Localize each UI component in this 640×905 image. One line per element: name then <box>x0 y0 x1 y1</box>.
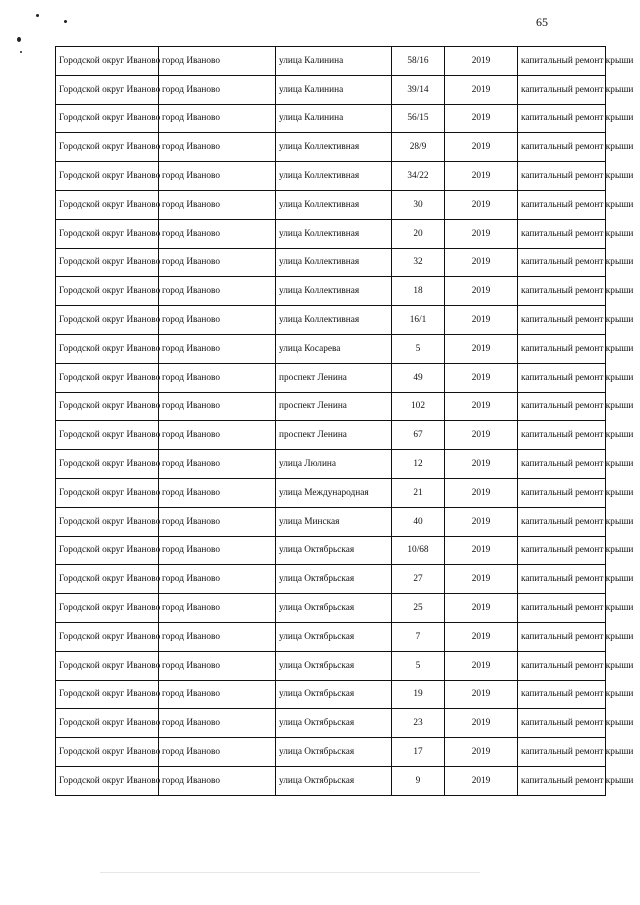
house-number-cell: 34/22 <box>392 162 445 191</box>
work-type-cell: капитальный ремонт крыши <box>518 622 606 651</box>
year-cell: 2019 <box>445 392 518 421</box>
work-type-cell: капитальный ремонт крыши <box>518 363 606 392</box>
table-row <box>56 507 606 536</box>
district-cell: Городской округ Иваново <box>56 478 159 507</box>
work-type-cell: капитальный ремонт крыши <box>518 104 606 133</box>
district-cell: Городской округ Иваново <box>56 334 159 363</box>
district-cell: Городской округ Иваново <box>56 104 159 133</box>
city-cell: город Иваново <box>159 478 276 507</box>
scan-speck <box>64 20 67 23</box>
city-cell: город Иваново <box>159 248 276 277</box>
scan-speck <box>17 37 21 42</box>
table-row <box>56 421 606 450</box>
house-number-cell: 102 <box>392 392 445 421</box>
street-cell: улица Коллективная <box>276 248 392 277</box>
city-cell: город Иваново <box>159 190 276 219</box>
work-type-cell: капитальный ремонт крыши <box>518 421 606 450</box>
work-type-cell: капитальный ремонт крыши <box>518 594 606 623</box>
year-cell: 2019 <box>445 651 518 680</box>
street-cell: улица Люлина <box>276 450 392 479</box>
district-cell: Городской округ Иваново <box>56 421 159 450</box>
street-cell: улица Коллективная <box>276 219 392 248</box>
table-row <box>56 565 606 594</box>
street-cell: улица Октябрьская <box>276 738 392 767</box>
district-cell: Городской округ Иваново <box>56 622 159 651</box>
city-cell: город Иваново <box>159 594 276 623</box>
year-cell: 2019 <box>445 104 518 133</box>
street-cell: улица Октябрьская <box>276 680 392 709</box>
district-cell: Городской округ Иваново <box>56 219 159 248</box>
street-cell: улица Калинина <box>276 104 392 133</box>
street-cell: улица Октябрьская <box>276 536 392 565</box>
year-cell: 2019 <box>445 248 518 277</box>
city-cell: город Иваново <box>159 75 276 104</box>
district-cell: Городской округ Иваново <box>56 766 159 795</box>
table-row <box>56 622 606 651</box>
year-cell: 2019 <box>445 277 518 306</box>
district-cell: Городской округ Иваново <box>56 565 159 594</box>
city-cell: город Иваново <box>159 47 276 76</box>
table-row <box>56 709 606 738</box>
city-cell: город Иваново <box>159 536 276 565</box>
year-cell: 2019 <box>445 507 518 536</box>
year-cell: 2019 <box>445 219 518 248</box>
street-cell: проспект Ленина <box>276 392 392 421</box>
district-cell: Городской округ Иваново <box>56 507 159 536</box>
work-type-cell: капитальный ремонт крыши <box>518 680 606 709</box>
table-row <box>56 392 606 421</box>
street-cell: улица Минская <box>276 507 392 536</box>
house-number-cell: 49 <box>392 363 445 392</box>
table-row <box>56 478 606 507</box>
house-number-cell: 16/1 <box>392 306 445 335</box>
table-row <box>56 651 606 680</box>
house-number-cell: 40 <box>392 507 445 536</box>
table-row <box>56 536 606 565</box>
table-row <box>56 133 606 162</box>
table-row <box>56 104 606 133</box>
house-number-cell: 56/15 <box>392 104 445 133</box>
street-cell: улица Октябрьская <box>276 766 392 795</box>
work-type-cell: капитальный ремонт крыши <box>518 219 606 248</box>
city-cell: город Иваново <box>159 162 276 191</box>
house-number-cell: 30 <box>392 190 445 219</box>
district-cell: Городской округ Иваново <box>56 162 159 191</box>
district-cell: Городской округ Иваново <box>56 536 159 565</box>
street-cell: улица Коллективная <box>276 162 392 191</box>
city-cell: город Иваново <box>159 363 276 392</box>
district-cell: Городской округ Иваново <box>56 47 159 76</box>
year-cell: 2019 <box>445 306 518 335</box>
district-cell: Городской округ Иваново <box>56 709 159 738</box>
year-cell: 2019 <box>445 190 518 219</box>
district-cell: Городской округ Иваново <box>56 392 159 421</box>
year-cell: 2019 <box>445 594 518 623</box>
table-row <box>56 738 606 767</box>
street-cell: улица Коллективная <box>276 190 392 219</box>
district-cell: Городской округ Иваново <box>56 75 159 104</box>
register-table-body <box>56 47 634 796</box>
table-row <box>56 190 606 219</box>
year-cell: 2019 <box>445 421 518 450</box>
city-cell: город Иваново <box>159 709 276 738</box>
district-cell: Городской округ Иваново <box>56 277 159 306</box>
year-cell: 2019 <box>445 766 518 795</box>
city-cell: город Иваново <box>159 565 276 594</box>
work-type-cell: капитальный ремонт крыши <box>518 277 606 306</box>
work-type-cell: капитальный ремонт крыши <box>518 478 606 507</box>
street-cell: улица Октябрьская <box>276 622 392 651</box>
scan-footer-line <box>100 872 480 873</box>
city-cell: город Иваново <box>159 507 276 536</box>
work-type-cell: капитальный ремонт крыши <box>518 162 606 191</box>
year-cell: 2019 <box>445 622 518 651</box>
house-number-cell: 39/14 <box>392 75 445 104</box>
house-number-cell: 27 <box>392 565 445 594</box>
city-cell: город Иваново <box>159 219 276 248</box>
street-cell: улица Косарева <box>276 334 392 363</box>
street-cell: улица Калинина <box>276 47 392 76</box>
street-cell: улица Калинина <box>276 75 392 104</box>
work-type-cell: капитальный ремонт крыши <box>518 536 606 565</box>
city-cell: город Иваново <box>159 622 276 651</box>
work-type-cell: капитальный ремонт крыши <box>518 75 606 104</box>
table-row <box>56 75 606 104</box>
district-cell: Городской округ Иваново <box>56 450 159 479</box>
table-row <box>56 47 606 76</box>
house-number-cell: 12 <box>392 450 445 479</box>
work-type-cell: капитальный ремонт крыши <box>518 133 606 162</box>
district-cell: Городской округ Иваново <box>56 363 159 392</box>
work-type-cell: капитальный ремонт крыши <box>518 738 606 767</box>
district-cell: Городской округ Иваново <box>56 738 159 767</box>
table-row <box>56 248 606 277</box>
house-number-cell: 25 <box>392 594 445 623</box>
register-table <box>55 46 634 796</box>
table-row <box>56 277 606 306</box>
house-number-cell: 5 <box>392 651 445 680</box>
work-type-cell: капитальный ремонт крыши <box>518 334 606 363</box>
work-type-cell: капитальный ремонт крыши <box>518 766 606 795</box>
table-row <box>56 680 606 709</box>
scan-speck <box>36 14 39 17</box>
work-type-cell: капитальный ремонт крыши <box>518 47 606 76</box>
year-cell: 2019 <box>445 738 518 767</box>
district-cell: Городской округ Иваново <box>56 248 159 277</box>
street-cell: улица Коллективная <box>276 277 392 306</box>
work-type-cell: капитальный ремонт крыши <box>518 651 606 680</box>
street-cell: проспект Ленина <box>276 421 392 450</box>
page-number: 65 <box>536 15 548 29</box>
year-cell: 2019 <box>445 133 518 162</box>
street-cell: улица Коллективная <box>276 306 392 335</box>
city-cell: город Иваново <box>159 392 276 421</box>
city-cell: город Иваново <box>159 738 276 767</box>
year-cell: 2019 <box>445 450 518 479</box>
year-cell: 2019 <box>445 75 518 104</box>
house-number-cell: 7 <box>392 622 445 651</box>
city-cell: город Иваново <box>159 680 276 709</box>
work-type-cell: капитальный ремонт крыши <box>518 709 606 738</box>
street-cell: улица Октябрьская <box>276 709 392 738</box>
house-number-cell: 20 <box>392 219 445 248</box>
city-cell: город Иваново <box>159 651 276 680</box>
year-cell: 2019 <box>445 363 518 392</box>
city-cell: город Иваново <box>159 450 276 479</box>
house-number-cell: 18 <box>392 277 445 306</box>
district-cell: Городской округ Иваново <box>56 306 159 335</box>
district-cell: Городской округ Иваново <box>56 594 159 623</box>
year-cell: 2019 <box>445 536 518 565</box>
table-row <box>56 766 606 795</box>
year-cell: 2019 <box>445 334 518 363</box>
city-cell: город Иваново <box>159 421 276 450</box>
table-row <box>56 594 606 623</box>
year-cell: 2019 <box>445 47 518 76</box>
year-cell: 2019 <box>445 709 518 738</box>
table-row <box>56 363 606 392</box>
table-row <box>56 334 606 363</box>
city-cell: город Иваново <box>159 334 276 363</box>
house-number-cell: 17 <box>392 738 445 767</box>
house-number-cell: 67 <box>392 421 445 450</box>
street-cell: улица Коллективная <box>276 133 392 162</box>
year-cell: 2019 <box>445 162 518 191</box>
house-number-cell: 23 <box>392 709 445 738</box>
district-cell: Городской округ Иваново <box>56 651 159 680</box>
work-type-cell: капитальный ремонт крыши <box>518 306 606 335</box>
district-cell: Городской округ Иваново <box>56 133 159 162</box>
district-cell: Городской округ Иваново <box>56 190 159 219</box>
house-number-cell: 58/16 <box>392 47 445 76</box>
year-cell: 2019 <box>445 680 518 709</box>
house-number-cell: 9 <box>392 766 445 795</box>
city-cell: город Иваново <box>159 766 276 795</box>
work-type-cell: капитальный ремонт крыши <box>518 392 606 421</box>
table-row <box>56 219 606 248</box>
work-type-cell: капитальный ремонт крыши <box>518 450 606 479</box>
city-cell: город Иваново <box>159 277 276 306</box>
table-row <box>56 306 606 335</box>
street-cell: проспект Ленина <box>276 363 392 392</box>
house-number-cell: 19 <box>392 680 445 709</box>
street-cell: улица Международная <box>276 478 392 507</box>
house-number-cell: 21 <box>392 478 445 507</box>
year-cell: 2019 <box>445 478 518 507</box>
year-cell: 2019 <box>445 565 518 594</box>
city-cell: город Иваново <box>159 104 276 133</box>
house-number-cell: 28/9 <box>392 133 445 162</box>
house-number-cell: 10/68 <box>392 536 445 565</box>
street-cell: улица Октябрьская <box>276 651 392 680</box>
table-row <box>56 450 606 479</box>
table-row <box>56 162 606 191</box>
city-cell: город Иваново <box>159 133 276 162</box>
work-type-cell: капитальный ремонт крыши <box>518 507 606 536</box>
work-type-cell: капитальный ремонт крыши <box>518 190 606 219</box>
city-cell: город Иваново <box>159 306 276 335</box>
work-type-cell: капитальный ремонт крыши <box>518 565 606 594</box>
work-type-cell: капитальный ремонт крыши <box>518 248 606 277</box>
street-cell: улица Октябрьская <box>276 565 392 594</box>
district-cell: Городской округ Иваново <box>56 680 159 709</box>
house-number-cell: 32 <box>392 248 445 277</box>
house-number-cell: 5 <box>392 334 445 363</box>
street-cell: улица Октябрьская <box>276 594 392 623</box>
scan-speck <box>20 51 22 53</box>
